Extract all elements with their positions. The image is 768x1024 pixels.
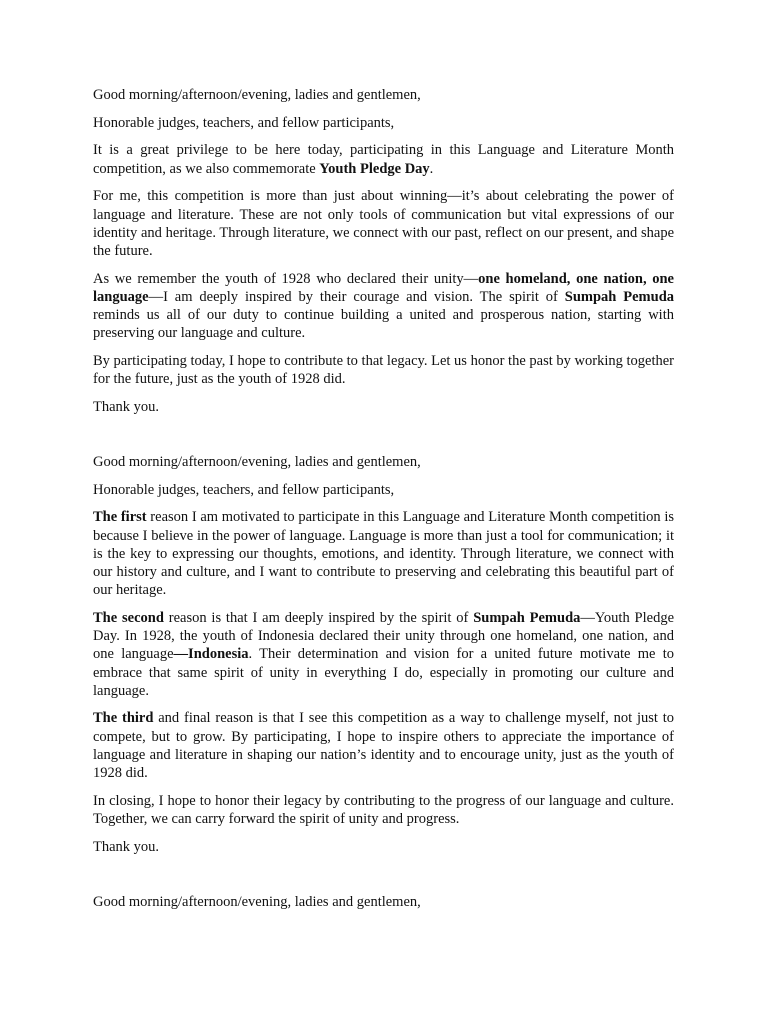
- paragraph: [93, 709, 674, 782]
- bold-phrase: Sumpah Pemuda: [564, 288, 675, 305]
- paragraph-text: . Their determination and vision for a united future motivate me to embrace that same spirit of unity in everything I do, especially in promoting our culture and language.: [93, 646, 674, 699]
- paragraph: [93, 609, 674, 700]
- paragraph-text: —Youth Pledge Day. In 1928, the youth of Indonesia declared their unity through one homeland, one nation, and one language: [93, 609, 675, 663]
- document-page: [93, 86, 674, 921]
- paragraph: In closing, I hope to honor their legacy by contributing to the progress of our language and culture. Together, we can carry forward the spirit of unity and progress.: [93, 792, 674, 827]
- bold-phrase: Youth Pledge Day: [319, 160, 430, 177]
- paragraph-text: .: [429, 160, 434, 177]
- paragraph-text: reason I am motivated to participate in this Language and Literature Month competition is because I believe in the power of language. Language is more than just a tool for communication; it is the key to expressing our thoughts, emotions, and identity. Through literature, we connect with our history and culture, and I want to contribute to preserving and celebrating this beautiful part of our heritage.: [93, 509, 675, 599]
- paragraph: By participating today, I hope to contribute to that legacy. Let us honor the past by working together for the future, just as the youth of 1928 did.: [93, 352, 674, 388]
- paragraph-text: reminds us all of our duty to continue building a united and prosperous nation, starting with preserving our language and culture.: [93, 307, 674, 342]
- greeting: Good morning/afternoon/evening, ladies and gentlemen,: [93, 454, 421, 471]
- speech-2: [93, 453, 674, 856]
- paragraph-text: As we remember the youth of 1928 who declared their unity—: [93, 270, 479, 287]
- paragraph-text: —I am deeply inspired by their courage and vision. The spirit of: [148, 288, 565, 305]
- paragraph: [93, 141, 674, 177]
- paragraph-text: reason is that I am deeply inspired by the spirit of: [163, 609, 474, 626]
- paragraph: [93, 270, 674, 343]
- bold-phrase: The first: [93, 509, 147, 526]
- bold-phrase: —Indonesia: [173, 646, 249, 663]
- speech-3: [93, 893, 674, 911]
- closing: Thank you.: [93, 398, 160, 415]
- section-gap: [93, 426, 674, 454]
- salutation: Honorable judges, teachers, and fellow participants,: [93, 114, 395, 131]
- greeting: Good morning/afternoon/evening, ladies and gentlemen,: [93, 87, 421, 103]
- salutation: Honorable judges, teachers, and fellow participants,: [93, 481, 395, 498]
- bold-phrase: one homeland, one nation, one language: [93, 270, 674, 305]
- paragraph-text: and final reason is that I see this competition as a way to challenge myself, not just to compete, but to grow. By participating, I hope to inspire others to appreciate the importance of language and literature in shaping our nation’s identity and to encourage unity, just as the youth of 1928 did.: [93, 710, 674, 782]
- bold-phrase: The second: [93, 609, 164, 626]
- paragraph-text: It is a great privilege to be here today, participating in this Language and Literature Month competition, as we also commemorate: [93, 142, 674, 177]
- greeting: Good morning/afternoon/evening, ladies and gentlemen,: [93, 893, 421, 910]
- closing: Thank you.: [93, 838, 160, 855]
- paragraph: For me, this competition is more than just about winning—it’s about celebrating the power of language and literature. These are not only tools of communication but vital expressions of our identity and heritage. Through literature, we connect with our past, reflect on our present, and shape the future.: [93, 188, 674, 259]
- section-gap: [93, 865, 674, 893]
- paragraph: [93, 508, 674, 599]
- bold-phrase: The third: [93, 710, 154, 727]
- bold-phrase: Sumpah Pemuda: [473, 609, 581, 626]
- speech-1: [93, 86, 674, 416]
